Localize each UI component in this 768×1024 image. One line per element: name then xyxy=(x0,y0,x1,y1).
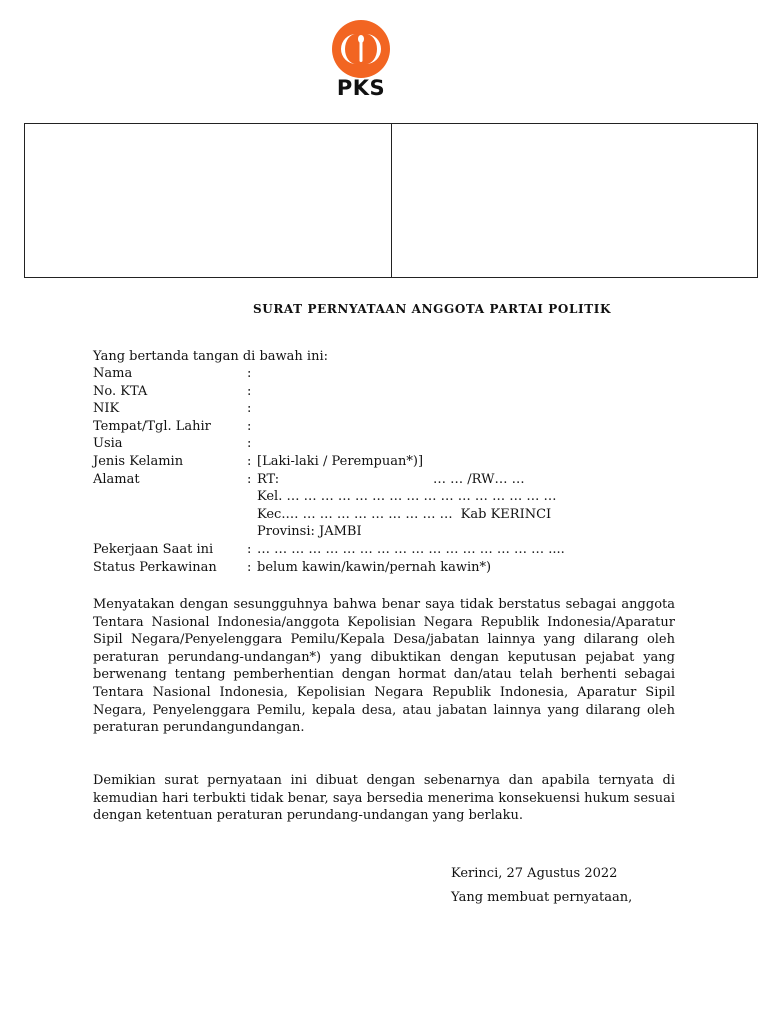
pks-logo-text: PKS xyxy=(336,76,386,100)
identity-fields xyxy=(93,365,653,576)
field-colon: : xyxy=(247,541,252,557)
field-label: Pekerjaan Saat ini xyxy=(93,541,214,557)
field-label: Status Perkawinan xyxy=(93,559,217,575)
alamat-kelurahan: Kel. … … … … … … … … … … … … … … … … xyxy=(257,489,557,505)
alamat-kelurahan-row xyxy=(93,488,653,506)
field-jenis-kelamin xyxy=(93,453,653,471)
field-colon: : xyxy=(247,436,252,452)
photo-cell-left xyxy=(25,124,391,277)
photo-box xyxy=(24,123,758,278)
field-status-perkawinan xyxy=(93,559,653,577)
pks-logo xyxy=(329,20,393,100)
alamat-provinsi: Provinsi: JAMBI xyxy=(257,524,362,540)
field-alamat xyxy=(93,471,653,489)
photo-cell-right xyxy=(391,124,758,277)
statement-paragraph: Menyatakan dengan sesungguhnya bahwa benar saya tidak berstatus sebagai anggota Tentara Nasional Indonesia/anggota Kepolisian Negara Republik Indonesia/Aparatur Sipil Negara/Penyelenggara Pemilu/Kepala Desa/jabatan lainnya yang dilarang oleh peraturan perundang-undangan*) yang dibuktikan dengan keputusan pejabat yang berwenang tentang pemberhentian dengan hormat dan/atau telah berhenti sebagai Tentara Nasional Indonesia, Kepolisian Negara Republik Indonesia, Aparatur Sipil Negara, Penyelenggara Pemilu, kepala desa, atau jabatan lainnya yang dilarang oleh peraturan perundangundangan. xyxy=(93,597,675,736)
field-label: Alamat xyxy=(93,471,140,487)
field-colon: : xyxy=(247,418,252,434)
field-colon: : xyxy=(247,559,252,575)
field-label: Usia xyxy=(93,436,123,452)
field-colon: : xyxy=(247,453,252,469)
field-nik xyxy=(93,400,653,418)
alamat-kecamatan: Kec.… … … … … … … … … … xyxy=(257,506,453,522)
alamat-kecamatan-row xyxy=(93,506,653,524)
field-label: NIK xyxy=(93,401,120,417)
signature-place-date: Kerinci, 27 Agustus 2022 xyxy=(451,866,618,881)
field-colon: : xyxy=(247,366,252,381)
alamat-rw: … … /RW… … xyxy=(433,471,525,487)
field-colon: : xyxy=(247,383,252,399)
alamat-provinsi-row xyxy=(93,523,653,541)
field-value: [Laki-laki / Perempuan*)] xyxy=(257,453,424,469)
field-pekerjaan xyxy=(93,541,653,559)
intro-text: Yang bertanda tangan di bawah ini: xyxy=(93,349,328,364)
closing-paragraph: Demikian surat pernyataan ini dibuat dengan sebenarnya dan apabila ternyata di kemudian hari terbukti tidak benar, saya bersedia menerima konsekuensi hukum sesuai dengan ketentuan peraturan perundang-undangan yang berlaku. xyxy=(93,773,675,824)
pks-crescent-rice-icon xyxy=(332,20,390,78)
field-nama xyxy=(93,365,653,383)
field-label: No. KTA xyxy=(93,383,148,399)
field-value: belum kawin/kawin/pernah kawin*) xyxy=(257,559,492,575)
field-value: … … … … … … … … … … … … … … … … … .... xyxy=(257,541,565,557)
alamat-rt: RT: xyxy=(257,471,280,487)
field-usia xyxy=(93,435,653,453)
field-label: Jenis Kelamin xyxy=(93,453,184,469)
document-title: SURAT PERNYATAAN ANGGOTA PARTAI POLITIK xyxy=(253,302,611,316)
field-ttl xyxy=(93,418,653,436)
signature-maker-label: Yang membuat pernyataan, xyxy=(451,890,633,905)
field-colon: : xyxy=(247,401,252,417)
field-label: Tempat/Tgl. Lahir xyxy=(93,418,211,434)
field-kta xyxy=(93,383,653,401)
field-colon: : xyxy=(247,471,252,487)
alamat-kabupaten: Kab KERINCI xyxy=(460,506,552,522)
field-label: Nama xyxy=(93,366,133,381)
